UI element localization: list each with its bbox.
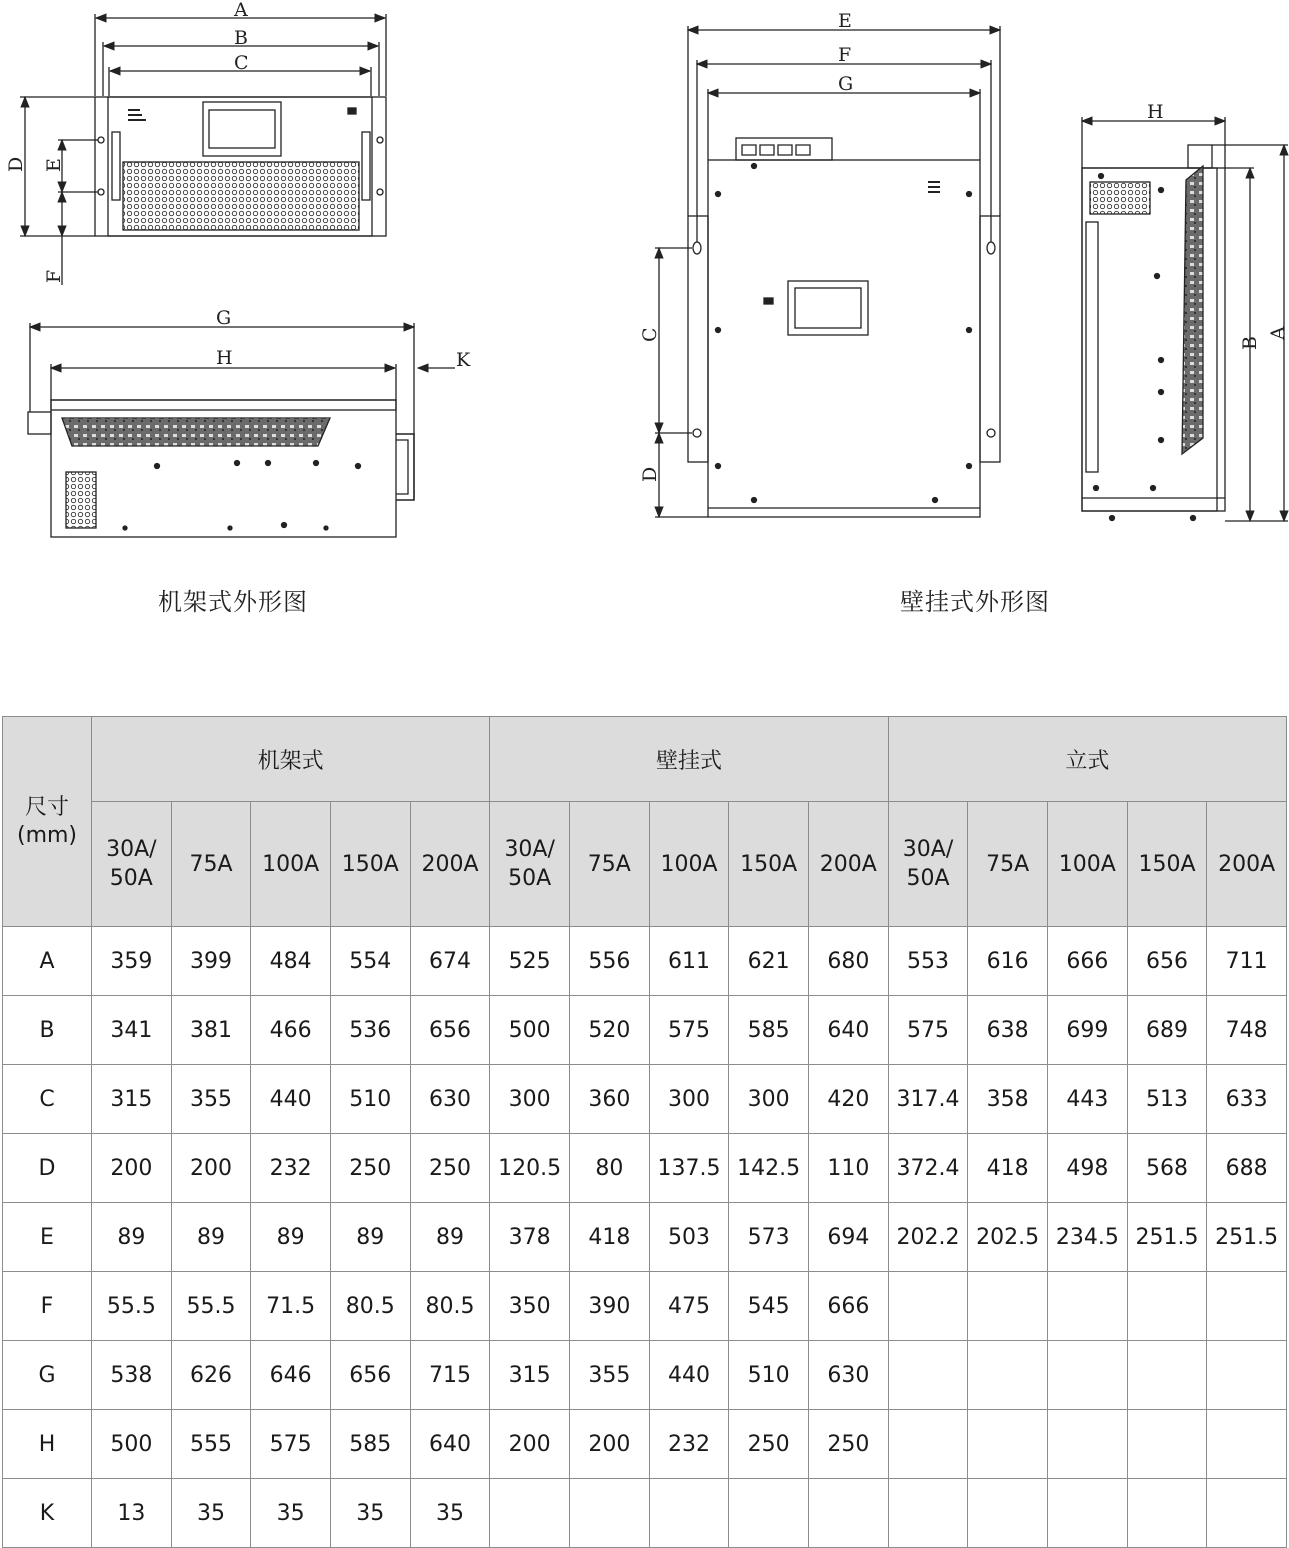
rating-label: 30A/ [106,837,157,862]
table-cell: 80 [570,1134,650,1203]
row-label: B [3,996,92,1065]
table-cell: 621 [729,927,809,996]
rating-header [490,802,570,927]
dim-label-wall-E: E [838,10,852,32]
rack-side-view [28,400,414,537]
table-cell: 232 [251,1134,331,1203]
rating-label: 200A [421,851,479,877]
group-header-wall: 壁挂式 [490,717,888,802]
table-cell [1048,1341,1128,1410]
table-cell: 656 [410,996,490,1065]
rack-front-view [95,97,386,236]
table-cell [1207,1410,1287,1479]
table-cell: 315 [92,1065,172,1134]
table-cell [888,1479,968,1548]
table-cell: 378 [490,1203,570,1272]
table-cell [570,1479,650,1548]
rating-header [649,802,729,927]
table-cell [1127,1272,1207,1341]
table-row [3,1479,1287,1548]
group-header-standing: 立式 [888,717,1286,802]
table-cell: 694 [808,1203,888,1272]
table-cell: 89 [171,1203,251,1272]
rating-label: 75A [189,851,233,877]
table-cell: 202.5 [968,1203,1048,1272]
corner-label-line2: (mm) [16,822,78,848]
table-cell: 300 [490,1065,570,1134]
wall-side-view [1082,145,1225,521]
wall-front-dimensions [655,26,1000,517]
rating-label: 150A [740,851,798,877]
table-cell: 381 [171,996,251,1065]
table-cell [968,1479,1048,1548]
table-cell: 35 [251,1479,331,1548]
table-cell: 520 [570,996,650,1065]
dimension-table [2,716,1287,1548]
table-cell: 137.5 [649,1134,729,1203]
rating-label: 50A [906,866,950,891]
table-row [3,1134,1287,1203]
corner-header [3,717,92,927]
table-cell: 35 [330,1479,410,1548]
table-cell: 80.5 [330,1272,410,1341]
rating-label: 150A [341,851,399,877]
dim-label-wall-H: H [1147,101,1164,123]
table-row [3,1203,1287,1272]
rating-header [888,802,968,927]
table-cell: 440 [649,1341,729,1410]
table-cell: 475 [649,1272,729,1341]
table-cell: 510 [729,1341,809,1410]
table-cell: 553 [888,927,968,996]
table-group-header-row [3,717,1287,802]
table-cell: 503 [649,1203,729,1272]
rating-label: 100A [262,851,320,877]
table-cell: 300 [649,1065,729,1134]
table-row [3,1065,1287,1134]
rating-label: 30A/ [902,837,954,862]
table-cell: 689 [1127,996,1207,1065]
table-cell: 200 [490,1410,570,1479]
table-cell: 420 [808,1065,888,1134]
table-cell: 300 [729,1065,809,1134]
table-cell: 35 [410,1479,490,1548]
table-cell: 640 [410,1410,490,1479]
table-cell: 418 [968,1134,1048,1203]
table-cell: 200 [570,1410,650,1479]
table-cell: 568 [1127,1134,1207,1203]
table-cell [888,1272,968,1341]
table-cell: 80.5 [410,1272,490,1341]
table-cell: 536 [330,996,410,1065]
rack-outline-caption: 机架式外形图 [158,588,308,616]
table-cell [1207,1272,1287,1341]
table-cell: 418 [570,1203,650,1272]
rating-label: 50A [508,866,552,891]
table-cell: 638 [968,996,1048,1065]
rating-label: 30A/ [504,837,555,862]
rating-header [570,802,650,927]
table-cell [1127,1341,1207,1410]
dim-label-wall-F: F [838,44,852,66]
table-cell: 630 [410,1065,490,1134]
table-cell: 510 [330,1065,410,1134]
table-cell: 633 [1207,1065,1287,1134]
rating-header [1207,802,1287,927]
table-cell: 680 [808,927,888,996]
table-cell: 317.4 [888,1065,968,1134]
rating-header [251,802,331,927]
table-cell: 616 [968,927,1048,996]
rating-header [410,802,490,927]
table-cell: 251.5 [1127,1203,1207,1272]
table-cell: 630 [808,1341,888,1410]
table-cell: 89 [330,1203,410,1272]
rating-header [92,802,172,927]
table-cell [490,1479,570,1548]
dim-label-wall-A: A [1267,326,1289,340]
row-label: A [3,927,92,996]
table-cell: 232 [649,1410,729,1479]
row-label: G [3,1341,92,1410]
table-cell [1048,1272,1128,1341]
rating-label: 200A [1218,851,1276,877]
table-cell: 359 [92,927,172,996]
dim-label-F: F [43,269,65,283]
table-cell: 399 [171,927,251,996]
table-cell: 55.5 [92,1272,172,1341]
table-cell: 250 [330,1134,410,1203]
table-cell: 200 [92,1134,172,1203]
table-cell [808,1479,888,1548]
table-cell: 484 [251,927,331,996]
table-cell: 234.5 [1048,1203,1128,1272]
table-cell: 251.5 [1207,1203,1287,1272]
table-cell: 89 [251,1203,331,1272]
dim-label-C: C [234,52,249,74]
rating-header [808,802,888,927]
rating-header [729,802,809,927]
dim-label-wall-C: C [639,327,661,342]
rating-label: 75A [587,851,631,877]
table-row [3,927,1287,996]
table-cell [1127,1410,1207,1479]
table-cell: 640 [808,996,888,1065]
table-cell [1207,1479,1287,1548]
table-cell: 575 [251,1410,331,1479]
table-cell: 500 [490,996,570,1065]
table-body [3,927,1287,1548]
table-cell: 500 [92,1410,172,1479]
table-cell: 55.5 [171,1272,251,1341]
rating-header [968,802,1048,927]
table-cell: 666 [1048,927,1128,996]
dim-label-wall-G: G [838,73,854,95]
table-cell: 390 [570,1272,650,1341]
table-cell: 585 [729,996,809,1065]
row-label: H [3,1410,92,1479]
table-cell: 646 [251,1341,331,1410]
table-cell: 513 [1127,1065,1207,1134]
table-cell: 656 [1127,927,1207,996]
table-row [3,1410,1287,1479]
table-cell: 142.5 [729,1134,809,1203]
dim-label-E: E [43,158,65,172]
rating-header [1127,802,1207,927]
rating-label: 150A [1138,851,1196,877]
rating-label: 200A [819,851,877,877]
table-cell: 688 [1207,1134,1287,1203]
table-cell: 440 [251,1065,331,1134]
rating-header [171,802,251,927]
dim-label-D: D [5,156,27,172]
rating-label: 100A [1058,851,1116,877]
table-cell: 250 [729,1410,809,1479]
table-cell: 674 [410,927,490,996]
row-label: C [3,1065,92,1134]
table-cell: 656 [330,1341,410,1410]
table-cell: 358 [968,1065,1048,1134]
corner-label-line1: 尺寸 [24,794,69,820]
table-cell: 13 [92,1479,172,1548]
outline-drawings [0,0,1289,640]
table-cell: 341 [92,996,172,1065]
table-cell: 120.5 [490,1134,570,1203]
table-cell: 626 [171,1341,251,1410]
table-cell: 355 [171,1065,251,1134]
row-label: K [3,1479,92,1548]
table-cell: 89 [410,1203,490,1272]
table-cell: 202.2 [888,1203,968,1272]
dim-label-H: H [216,347,233,369]
table-cell [1127,1479,1207,1548]
dim-label-G: G [216,307,232,329]
table-cell: 573 [729,1203,809,1272]
table-cell: 355 [570,1341,650,1410]
table-cell: 71.5 [251,1272,331,1341]
row-label: F [3,1272,92,1341]
wall-front-view [688,138,1000,517]
table-cell: 360 [570,1065,650,1134]
table-cell: 250 [808,1410,888,1479]
table-cell: 89 [92,1203,172,1272]
table-cell: 250 [410,1134,490,1203]
table-cell: 372.4 [888,1134,968,1203]
wall-outline-caption: 壁挂式外形图 [900,588,1050,616]
dim-label-A: A [234,0,248,21]
table-cell: 575 [888,996,968,1065]
table-cell: 554 [330,927,410,996]
rating-header [1048,802,1128,927]
table-cell [888,1410,968,1479]
table-cell: 575 [649,996,729,1065]
rating-label: 75A [986,851,1030,877]
table-cell: 666 [808,1272,888,1341]
table-cell: 699 [1048,996,1128,1065]
table-cell [729,1479,809,1548]
table-row [3,1272,1287,1341]
dim-label-wall-D: D [639,466,661,482]
table-cell: 525 [490,927,570,996]
table-cell: 715 [410,1341,490,1410]
table-cell: 556 [570,927,650,996]
table-cell: 555 [171,1410,251,1479]
row-label: E [3,1203,92,1272]
table-cell: 200 [171,1134,251,1203]
table-cell: 545 [729,1272,809,1341]
table-cell: 350 [490,1272,570,1341]
table-cell: 585 [330,1410,410,1479]
table-cell: 498 [1048,1134,1128,1203]
table-row [3,1341,1287,1410]
table-cell [649,1479,729,1548]
rating-header [330,802,410,927]
group-header-rack: 机架式 [92,717,490,802]
table-cell [1048,1410,1128,1479]
table-cell: 443 [1048,1065,1128,1134]
dim-label-wall-B: B [1239,336,1261,350]
table-cell [888,1341,968,1410]
row-label: D [3,1134,92,1203]
table-cell [968,1410,1048,1479]
rating-label: 50A [109,866,153,891]
table-cell: 611 [649,927,729,996]
table-cell: 110 [808,1134,888,1203]
table-row [3,996,1287,1065]
table-cell: 466 [251,996,331,1065]
table-cell [968,1341,1048,1410]
table-cell: 711 [1207,927,1287,996]
table-cell: 748 [1207,996,1287,1065]
table-cell [1207,1341,1287,1410]
dim-label-K: K [456,349,471,371]
table-cell [1048,1479,1128,1548]
table-cell: 538 [92,1341,172,1410]
table-cell [968,1272,1048,1341]
table-rating-header-row [3,802,1287,927]
dim-label-B: B [234,27,248,49]
table-cell: 315 [490,1341,570,1410]
table-cell: 35 [171,1479,251,1548]
rating-label: 100A [660,851,718,877]
